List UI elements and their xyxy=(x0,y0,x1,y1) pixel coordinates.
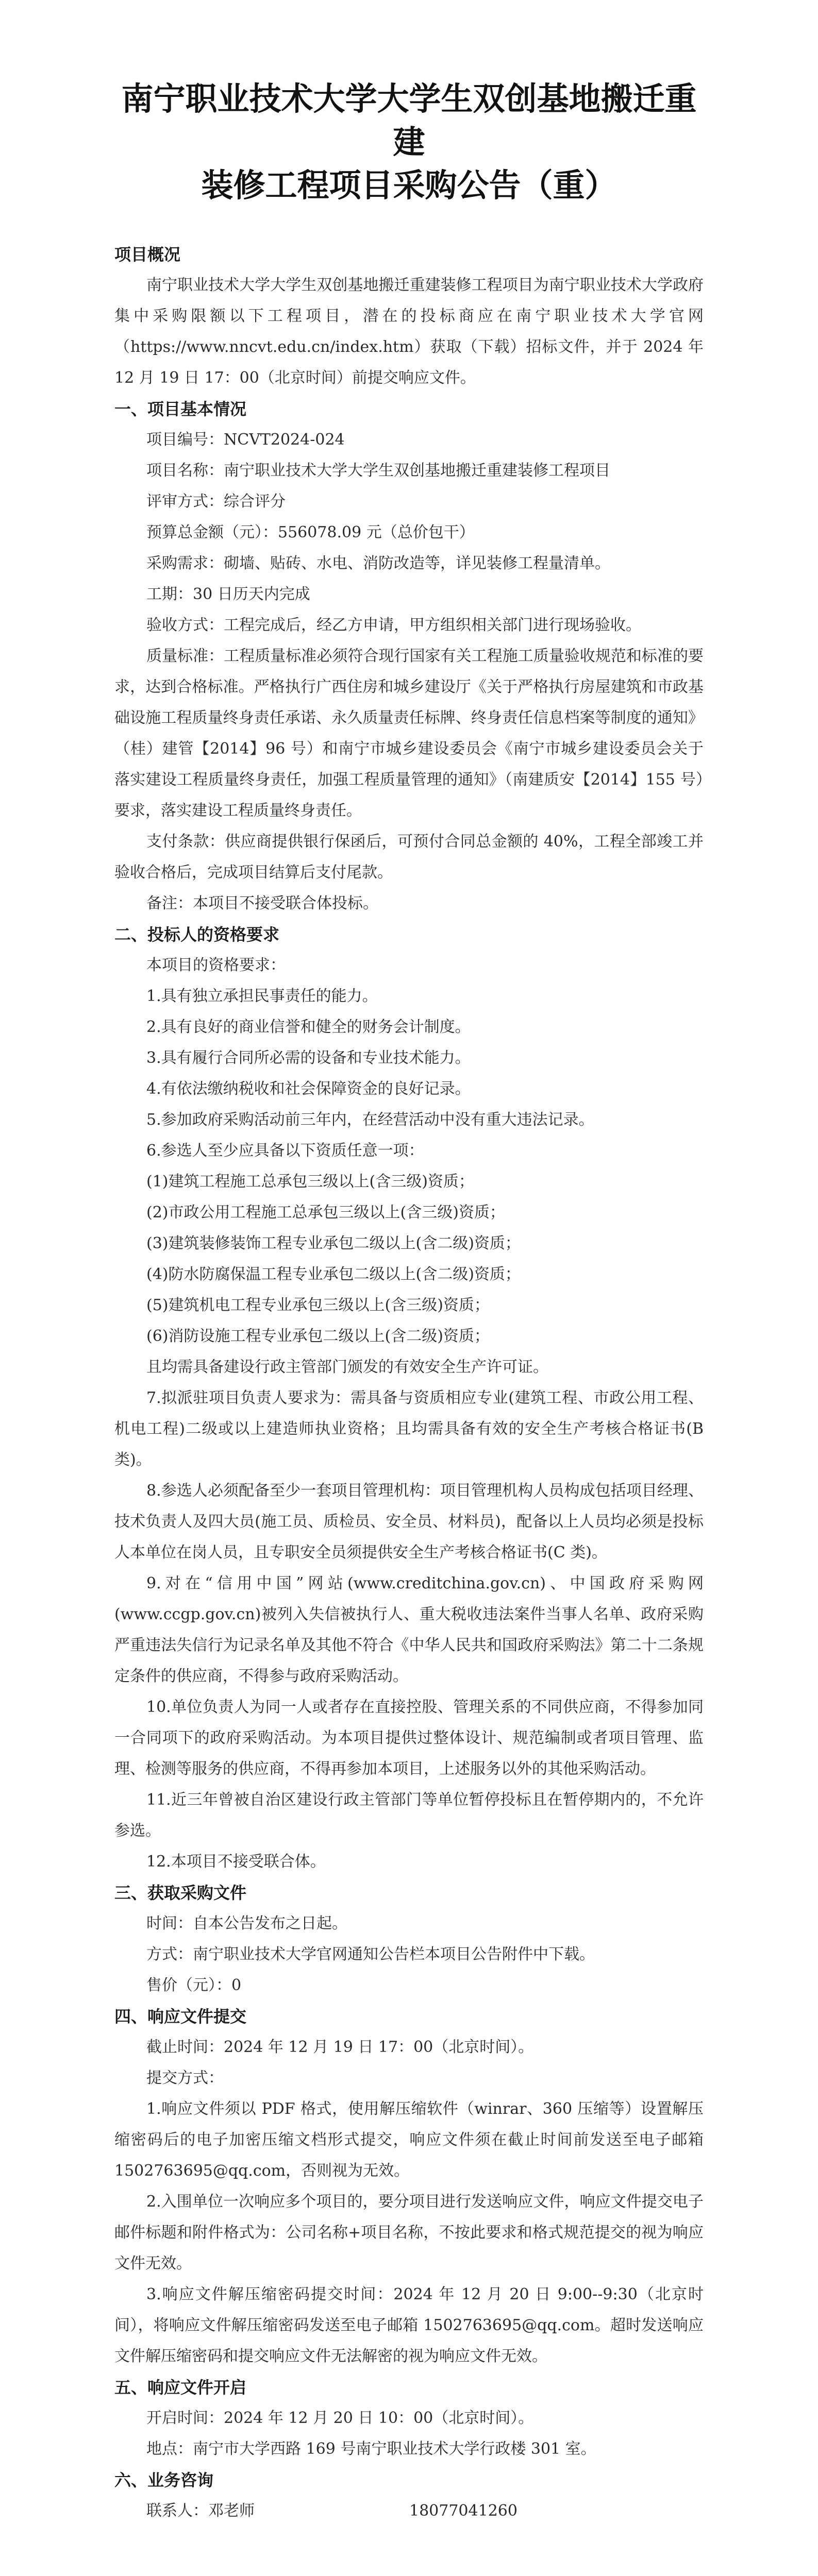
section-paragraph: 验收方式：工程完成后，经乙方申请，甲方组织相关部门进行现场验收。 xyxy=(146,616,641,634)
section-paragraph: 支付条款：供应商提供银行保函后，可预付合同总金额的 40%，工程全部竣工并验收合格后，完成项目结算后支付尾款。 xyxy=(114,833,704,882)
title-line-1: 南宁职业技术大学大学生双创基地搬迁重建 xyxy=(121,80,697,161)
section-paragraph: 6.参选人至少应具备以下资质任意一项： xyxy=(146,1142,424,1160)
section-paragraph: (5)建筑机电工程专业承包三级以上(含三级)资质； xyxy=(146,1296,490,1314)
section-paragraph: 项目名称：南宁职业技术大学大学生双创基地搬迁重建装修工程项目 xyxy=(146,462,610,480)
section-paragraph: 预算总金额（元）：556078.09 元（总价包干） xyxy=(146,523,475,541)
section-paragraph: (4)防水防腐保温工程专业承包二级以上(含二级)资质； xyxy=(146,1265,521,1283)
section-paragraph: 项目编号：NCVT2024-024 xyxy=(146,431,345,449)
section-heading: 一、项目基本情况 xyxy=(114,399,247,419)
announcement-body xyxy=(114,239,704,2527)
section-paragraph: 4.有依法缴纳税收和社会保障资金的良好记录。 xyxy=(146,1080,471,1098)
section-paragraph: 南宁职业技术大学大学生双创基地搬迁重建装修工程项目为南宁职业技术大学政府集中采购限额以下工程项目，潜在的投标商应在南宁职业技术大学官网（https://www.nncvt.edu.cn/index.htm）获取（下载）招标文件，并于 2024 年 12 月 19 日 17：00（北京时间）前提交响应文件。 xyxy=(114,276,704,387)
section-paragraph: 质量标准：工程质量标准必须符合现行国家有关工程施工质量验收规范和标准的要求，达到合格标准。严格执行广西住房和城乡建设厅《关于严格执行房屋建筑和市政基础设施工程质量终身责任承诺、永久质量责任标牌、终身责任信息档案等制度的通知》（桂）建管【2014】96 号）和南宁市城乡建设委员会《南宁市城乡建设委员会关于落实建设工程质量终身责任，加强工程质量管理的通知》（南建质安【2014】155 号）要求，落实建设工程质量终身责任。 xyxy=(114,647,704,820)
section-paragraph: 9.对在“信用中国”网站(www.creditchina.gov.cn)、中国政府采购网(www.ccgp.gov.cn)被列入失信被执行人、重大税收违法案件当事人名单、政府采购严重违法失信行为记录名单及其他不符合《中华人民共和国政府采购法》第二十二条规定条件的供应商，不得参与政府采购活动。 xyxy=(114,1574,704,1685)
section-paragraph: 2.入围单位一次响应多个项目的，要分项目进行发送响应文件，响应文件提交电子邮件标题和附件格式为：公司名称+项目名称，不按此要求和格式规范提交的视为响应文件无效。 xyxy=(114,2193,704,2273)
section-heading: 五、响应文件开启 xyxy=(114,2378,247,2397)
section-paragraph: 8.参选人必须配备至少一套项目管理机构：项目管理机构人员构成包括项目经理、技术负责人及四大员(施工员、质检员、安全员、材料员)，配备以上人员均必须是投标人本单位在岗人员，且专职安全员须提供安全生产考核合格证书(C 类)。 xyxy=(114,1482,704,1562)
page-title xyxy=(114,77,704,207)
section xyxy=(114,1877,704,2001)
section-paragraph: 10.单位负责人为同一人或者存在直接控股、管理关系的不同供应商，不得参加同一合同项下的政府采购活动。为本项目提供过整体设计、规范编制或者项目管理、监理、检测等服务的供应商，不得再参加本项目，上述服务以外的其他采购活动。 xyxy=(114,1698,704,1778)
section-paragraph: (1)建筑工程施工总承包三级以上(含三级)资质； xyxy=(146,1173,474,1191)
section-paragraph: 3.具有履行合同所必需的设备和专业技术能力。 xyxy=(146,1049,471,1067)
section-paragraph: 3.响应文件解压缩密码提交时间：2024 年 12 月 20 日 9:00--9:30（北京时间），将响应文件解压缩密码发送至电子邮箱 1502763695@qq.com。超时发送响应文件解压缩密码和提交响应文件无法解密的视为响应文件无效。 xyxy=(114,2285,704,2365)
spacer xyxy=(114,2527,704,2576)
section-paragraph: 且均需具备建设行政主管部门颁发的有效安全生产许可证。 xyxy=(146,1358,548,1376)
section-paragraph: 开启时间：2024 年 12 月 20 日 10：00（北京时间）。 xyxy=(146,2409,534,2427)
section xyxy=(114,2465,704,2527)
section-heading: 项目概况 xyxy=(114,245,181,264)
section-paragraph: 本项目的资格要求： xyxy=(146,956,286,974)
section-heading: 四、响应文件提交 xyxy=(114,2007,247,2026)
section xyxy=(114,2001,704,2372)
section-paragraph: 2.具有良好的商业信誉和健全的财务会计制度。 xyxy=(146,1018,471,1036)
section-paragraph: 方式：南宁职业技术大学官网通知公告栏本项目公告附件中下载。 xyxy=(146,1945,595,1963)
section-paragraph: 1.具有独立承担民事责任的能力。 xyxy=(146,987,378,1005)
section-paragraph: 12.本项目不接受联合体。 xyxy=(146,1853,326,1871)
section-paragraph: 时间：自本公告发布之日起。 xyxy=(146,1914,347,1933)
section xyxy=(114,919,704,1877)
section xyxy=(114,239,704,394)
section-paragraph: 1.响应文件须以 PDF 格式，使用解压缩软件（winrar、360 压缩等）设置解压缩密码后的电子加密压缩文档形式提交，响应文件须在截止时间前发送至电子邮箱 1502763695@qq.com，否则视为无效。 xyxy=(114,2100,704,2180)
section-paragraph: 评审方式：综合评分 xyxy=(146,493,286,511)
section-paragraph: 提交方式： xyxy=(146,2069,224,2087)
section-paragraph: 截止时间：2024 年 12 月 19 日 17：00（北京时间）。 xyxy=(146,2038,534,2056)
section-heading: 六、业务咨询 xyxy=(114,2470,214,2490)
section-paragraph: (6)消防设施工程专业承包二级以上(含二级)资质； xyxy=(146,1327,490,1345)
section-paragraph: 7.拟派驻项目负责人要求为：需具备与资质相应专业(建筑工程、市政公用工程、机电工程)二级或以上建造师执业资格；且均需具备有效的安全生产考核合格证书(B 类)。 xyxy=(114,1389,704,1469)
section-paragraph: 采购需求：砌墙、贴砖、水电、消防改造等，详见装修工程量清单。 xyxy=(146,554,610,572)
section-paragraph: 地点：南宁市大学西路 169 号南宁职业技术大学行政楼 301 室。 xyxy=(146,2440,596,2458)
section-paragraph: 备注：本项目不接受联合体投标。 xyxy=(146,894,378,912)
section-paragraph: (3)建筑装修装饰工程专业承包二级以上(含二级)资质； xyxy=(146,1234,521,1252)
section xyxy=(114,394,704,919)
section-paragraph: 工期：30 日历天内完成 xyxy=(146,585,310,603)
section-paragraph: 联系人：邓老师 18077041260 xyxy=(146,2502,517,2520)
section-paragraph: 售价（元）：0 xyxy=(146,1976,242,1994)
section-heading: 三、获取采购文件 xyxy=(114,1883,247,1903)
section xyxy=(114,2372,704,2465)
section-paragraph: (2)市政公用工程施工总承包三级以上(含三级)资质； xyxy=(146,1204,505,1222)
section-paragraph: 5.参加政府采购活动前三年内，在经营活动中没有重大违法记录。 xyxy=(146,1111,594,1129)
title-line-2: 装修工程项目采购公告（重） xyxy=(201,166,617,204)
section-heading: 二、投标人的资格要求 xyxy=(114,925,280,944)
section-paragraph: 11.近三年曾被自治区建设行政主管部门等单位暂停投标且在暂停期内的，不允许参选。 xyxy=(114,1791,704,1840)
